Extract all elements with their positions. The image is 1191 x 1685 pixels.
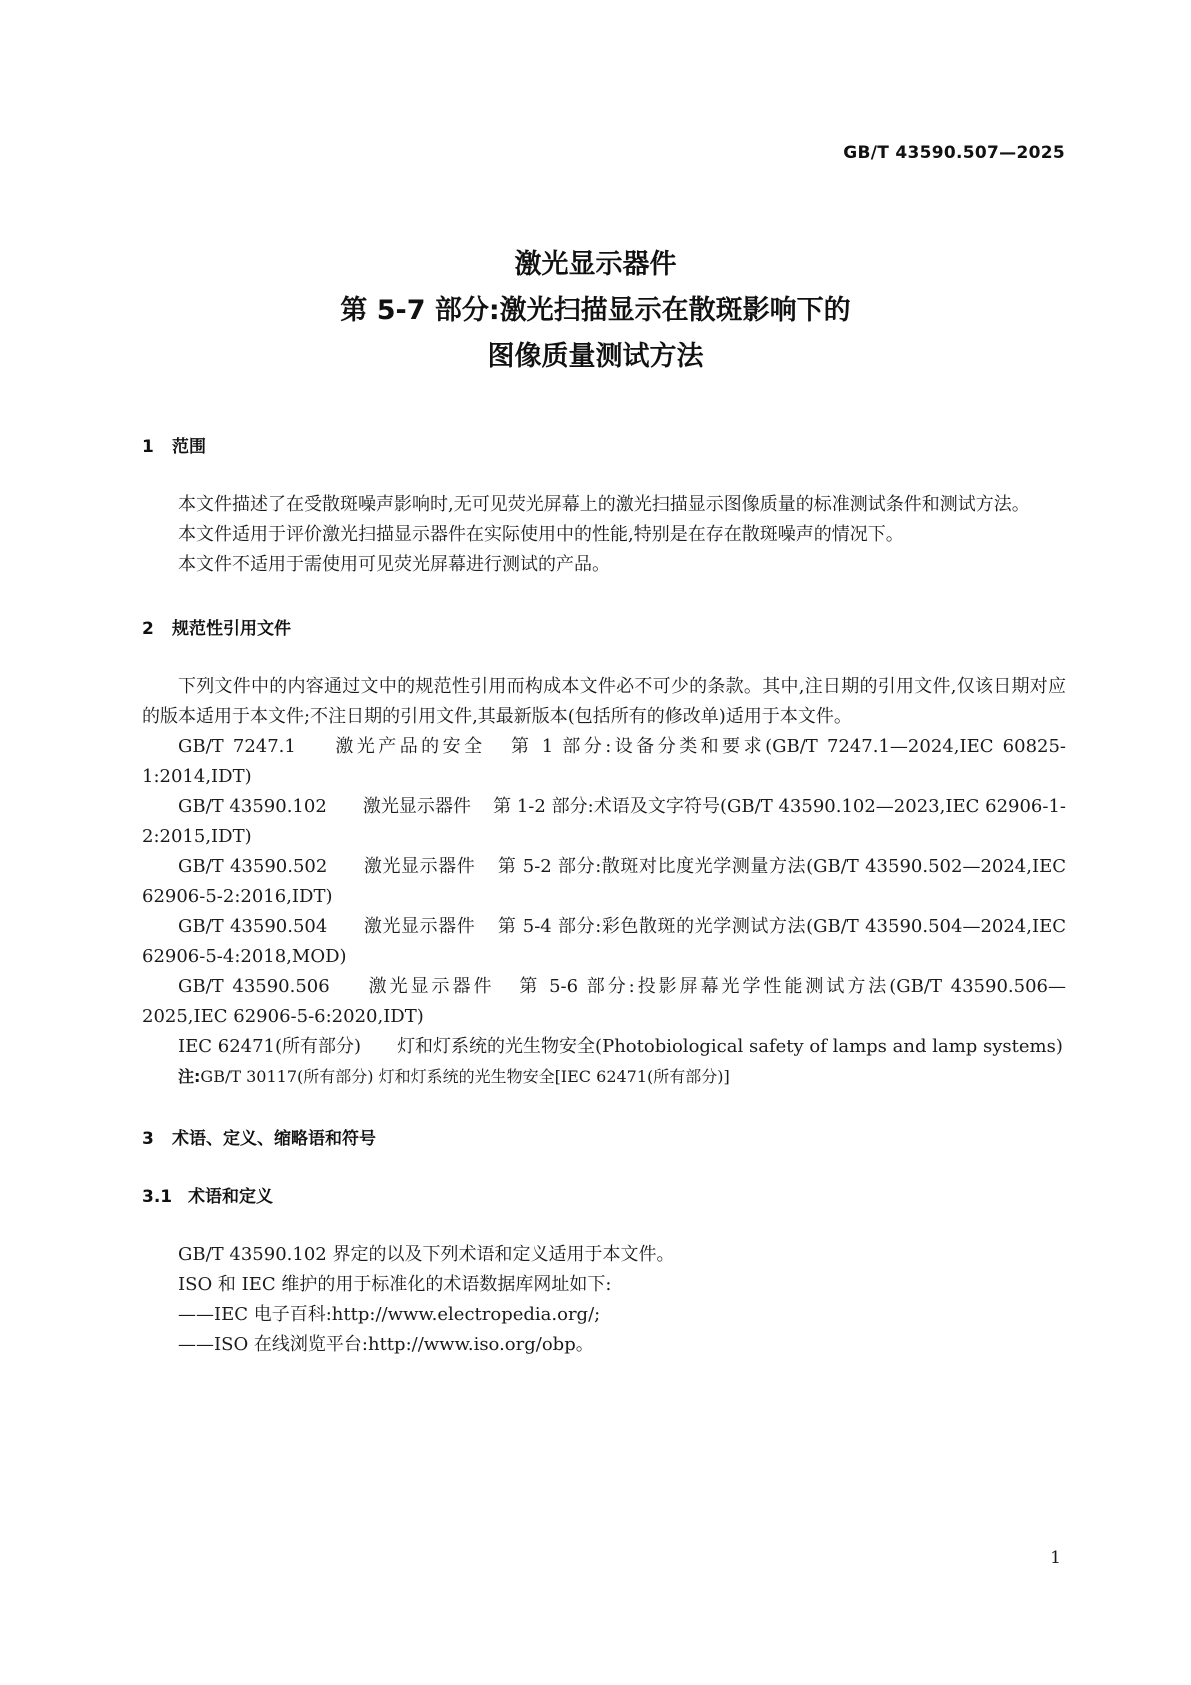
section-3-1-heading [142,1182,1066,1212]
reference-item [142,912,1066,972]
reference-item [142,852,1066,912]
section-title: 术语和定义 [188,1187,273,1207]
note-text: GB/T 30117(所有部分) 灯和灯系统的光生物安全[IEC 62471(所有部分)] [200,1067,730,1086]
reference-title: 激光显示器件 [365,976,495,997]
reference-part: 第 1-2 部分:术语及文字符号(GB/T 43590.102—2023,IEC 62906-1-2:2015,IDT) [142,796,1066,847]
reference-title: 激光显示器件 [363,916,476,937]
references-intro: 下列文件中的内容通过文中的规范性引用而构成本文件必不可少的条款。其中,注日期的引用文件,仅该日期对应的版本适用于本文件;不注日期的引用文件,其最新版本(包括所有的修改单)适用于本文件。 [142,676,1066,727]
section-number: 3.1 [142,1187,173,1207]
terms-link-iso: ——ISO 在线浏览平台:http://www.iso.org/obp。 [178,1334,594,1355]
reference-code: IEC 62471(所有部分) [178,1036,362,1057]
title-line-2: 第 5-7 部分:激光扫描显示在散斑影响下的 [340,295,851,326]
reference-code: GB/T 43590.506 [178,976,330,997]
section-title: 规范性引用文件 [172,619,291,639]
section-title: 范围 [172,437,206,457]
reference-code: GB/T 7247.1 [178,736,296,757]
reference-code: GB/T 43590.504 [178,916,328,937]
scope-paragraph-2: 本文件适用于评价激光扫描显示器件在实际使用中的性能,特别是在存在散斑噪声的情况下。 [178,524,904,545]
page-number: 1 [1050,1548,1061,1568]
reference-part: 第 5-2 部分:散斑对比度光学测量方法(GB/T 43590.502—2024,IEC 62906-5-2:2016,IDT) [142,856,1066,907]
reference-item [142,1032,1066,1062]
scope-paragraph-1: 本文件描述了在受散斑噪声影响时,无可见荧光屏幕上的激光扫描显示图像质量的标准测试条件和测试方法。 [178,494,1030,515]
reference-item [142,792,1066,852]
section-number: 1 [142,437,154,457]
title-line-3: 图像质量测试方法 [487,341,704,372]
standard-number: GB/T 43590.507—2025 [843,143,1065,163]
title-line-1: 激光显示器件 [514,249,677,280]
terms-paragraph-1: GB/T 43590.102 界定的以及下列术语和定义适用于本文件。 [178,1244,675,1265]
reference-note [142,1064,1066,1090]
reference-item [142,972,1066,1032]
section-number: 3 [142,1129,154,1149]
reference-title: 灯和灯系统的光生物安全(Photobiological safety of lamps and lamp systems) [397,1036,1063,1057]
terms-paragraph-2: ISO 和 IEC 维护的用于标准化的术语数据库网址如下: [178,1274,612,1295]
reference-part: 第 1 部分:设备分类和要求(GB/T 7247.1—2024,IEC 60825-1:2014,IDT) [142,736,1067,787]
section-2-heading [142,614,1066,644]
reference-code: GB/T 43590.502 [178,856,328,877]
section-title: 术语、定义、缩略语和符号 [172,1129,376,1149]
reference-code: GB/T 43590.102 [178,796,327,817]
reference-title: 激光显示器件 [363,856,476,877]
reference-part: 第 5-4 部分:彩色散斑的光学测试方法(GB/T 43590.504—2024,IEC 62906-5-4:2018,MOD) [142,916,1066,967]
reference-part: 第 5-6 部分:投影屏幕光学性能测试方法(GB/T 43590.506—2025,IEC 62906-5-6:2020,IDT) [142,976,1066,1027]
reference-title: 激光产品的安全 [331,736,486,757]
document-body [142,432,1066,1360]
section-number: 2 [142,619,154,639]
section-1-heading [142,432,1066,462]
reference-title: 激光显示器件 [362,796,472,817]
reference-item [142,732,1066,792]
document-title [0,242,1191,380]
section-3-heading [142,1124,1066,1154]
scope-paragraph-3: 本文件不适用于需使用可见荧光屏幕进行测试的产品。 [178,554,610,575]
terms-link-iec: ——IEC 电子百科:http://www.electropedia.org/; [178,1304,601,1325]
note-label: 注: [178,1067,201,1086]
